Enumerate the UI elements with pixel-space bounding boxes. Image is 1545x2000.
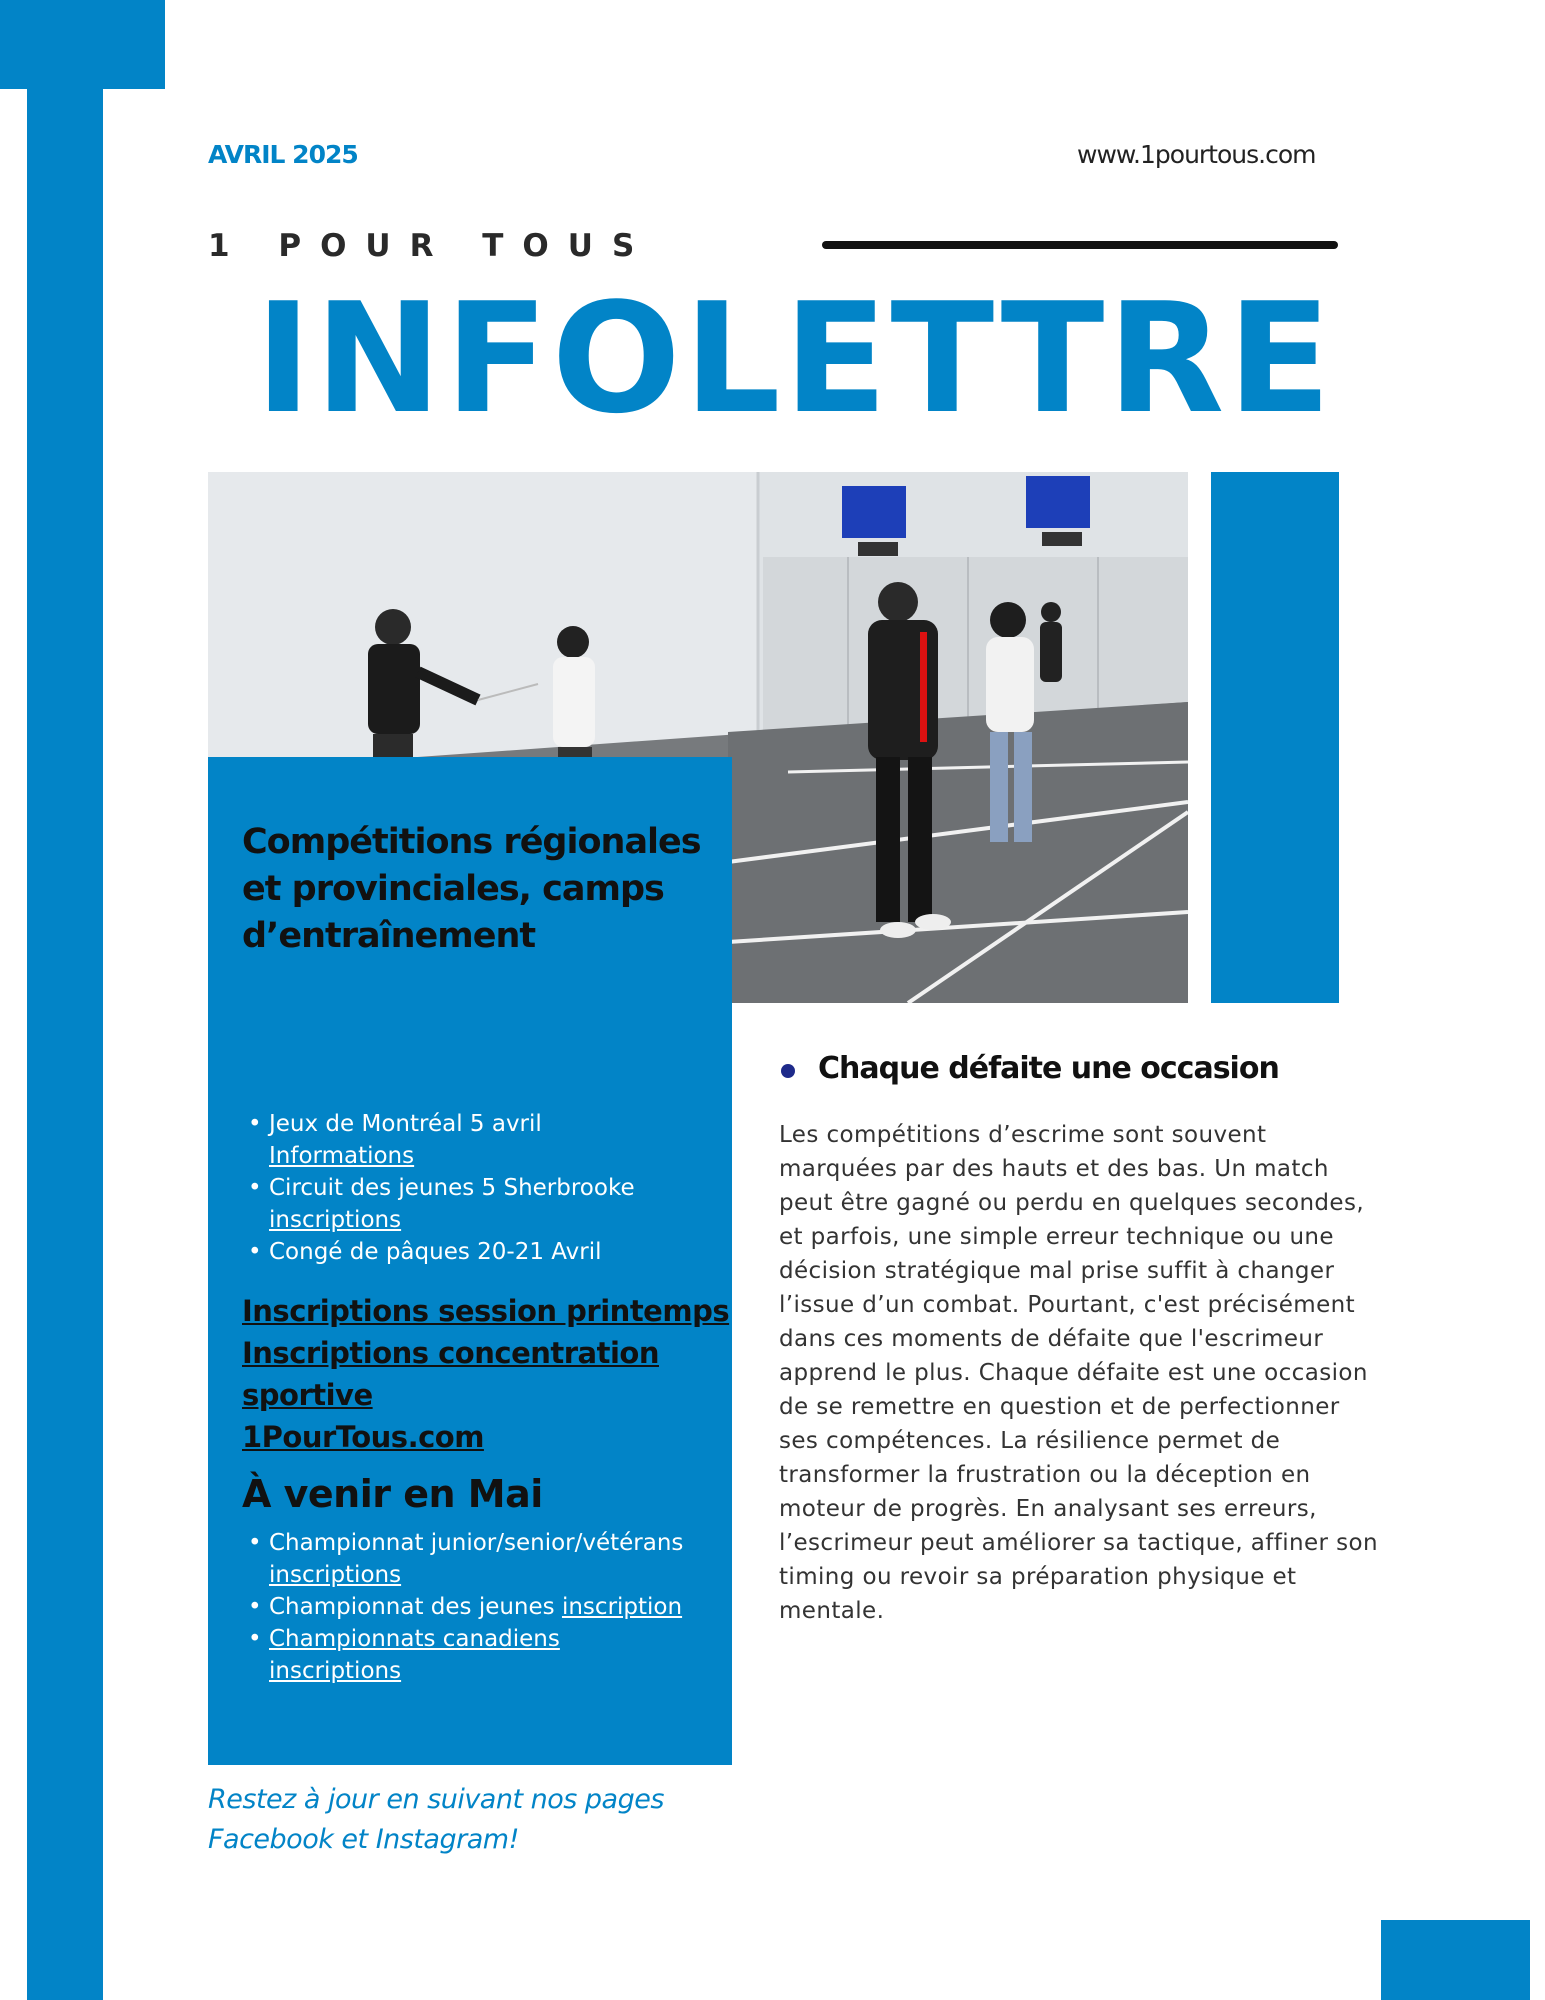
list-item: • Congé de pâques 20-21 Avril: [248, 1236, 708, 1268]
upcoming-list: [248, 1527, 718, 1687]
club-site-link[interactable]: 1PourTous.com: [242, 1420, 484, 1454]
list-item: • Championnat junior/senior/vétérans inscriptions: [248, 1527, 718, 1591]
events-list: [248, 1108, 708, 1268]
informations-link[interactable]: Informations: [269, 1143, 415, 1169]
decorative-bar-right: [1211, 472, 1339, 1003]
inscriptions-link[interactable]: inscriptions: [269, 1207, 402, 1233]
brand-name: 1 POUR TOUS: [208, 228, 654, 264]
spring-registration-link[interactable]: Inscriptions session printemps: [242, 1294, 730, 1328]
decorative-bar-top: [0, 0, 165, 89]
social-follow-note: Restez à jour en suivant nos pages Facebook et Instagram!: [208, 1784, 664, 1855]
youth-championship-link[interactable]: inscription: [561, 1594, 683, 1620]
list-item: • Jeux de Montréal 5 avril Informations: [248, 1108, 708, 1172]
list-item: • Championnat des jeunes inscription: [248, 1591, 718, 1623]
divider-line: [822, 241, 1338, 249]
website-link[interactable]: www.1pourtous.com: [1077, 140, 1316, 169]
concentration-registration-link[interactable]: Inscriptions concentration sportive: [242, 1336, 659, 1412]
article-body: Les compétitions d’escrime sont souvent marquées par des hauts et des bas. Un match peut être gagné ou perdu en quelques secondes, et parfois, une simple erreur technique ou une décision stratégique mal prise suffit à changer l’issue d’un combat. Pourtant, c'est précisément dans ces moments de défaite que l'escrimeur apprend le plus. Chaque défaite est une occasion de se remettre en question et de perfectionner ses compétences. La résilience permet de transformer la frustration ou la déception en moteur de progrès. En analysant ses erreurs, l’escrimeur peut améliorer sa tactique, affiner son timing ou revoir sa préparation physique et mentale.: [779, 1122, 1378, 1624]
info-panel: [208, 757, 732, 1765]
decorative-bar-left: [27, 89, 103, 2000]
article-title: Chaque défaite une occasion: [818, 1051, 1279, 1086]
decorative-bar-bottom: [1381, 1920, 1530, 2000]
registration-links: [242, 1290, 742, 1458]
list-item: [248, 1623, 718, 1687]
canadian-championships-link[interactable]: Championnats canadiens: [269, 1626, 560, 1652]
list-item: • Circuit des jeunes 5 Sherbrooke inscriptions: [248, 1172, 708, 1236]
canadian-inscriptions-link[interactable]: inscriptions: [269, 1658, 402, 1684]
championship-senior-link[interactable]: inscriptions: [269, 1562, 402, 1588]
bullet-icon: [781, 1064, 795, 1078]
issue-date: AVRIL 2025: [208, 140, 358, 169]
panel-heading: Compétitions régionales et provinciales, camps d’entraînement: [242, 822, 701, 956]
page-title: INFOLETTRE: [255, 270, 1335, 447]
upcoming-heading: À venir en Mai: [242, 1472, 543, 1516]
